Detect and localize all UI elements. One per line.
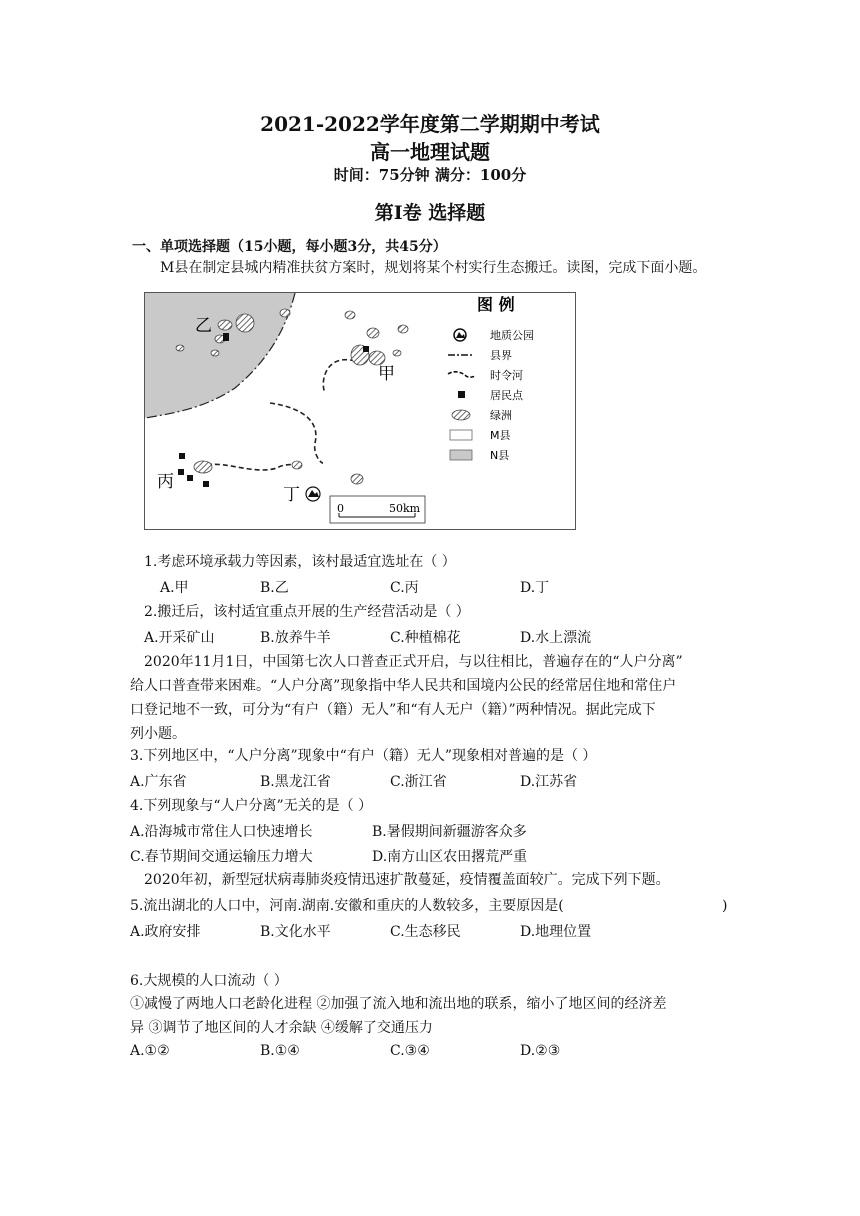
scale-zero: 0 bbox=[337, 502, 344, 515]
q6-option-b: B.①④ bbox=[260, 1043, 300, 1059]
label-bing: 丙 bbox=[157, 472, 174, 492]
legend-label-6: N县 bbox=[490, 449, 510, 462]
legend-label-2: 时令河 bbox=[490, 369, 523, 382]
map-legend bbox=[432, 292, 572, 472]
q5-option-d: D.地理位置 bbox=[520, 924, 592, 940]
q2-option-c: C.种植棉花 bbox=[390, 630, 461, 646]
q3-option-b: B.黑龙江省 bbox=[260, 774, 331, 790]
q6-statements-1: ①减慢了两地人口老龄化进程 ②加强了流入地和流出地的联系，缩小了地区间的经济差 bbox=[130, 996, 667, 1012]
intro-2-line-4: 列小题。 bbox=[130, 726, 186, 742]
q1-option-b: B.乙 bbox=[260, 580, 289, 596]
legend-label-3: 居民点 bbox=[490, 389, 523, 402]
q6-statements-2: 异 ③调节了地区间的人才余缺 ④缓解了交通压力 bbox=[130, 1020, 433, 1036]
q5-close-paren: ) bbox=[722, 898, 728, 914]
q2-stem: 2.搬迁后，该村适宜重点开展的生产经营活动是（ ） bbox=[144, 604, 470, 620]
legend-geopark-icon bbox=[454, 329, 466, 341]
intro-1: M县在制定县城内精准扶贫方案时，规划将某个村实行生态搬迁。读图，完成下面小题。 bbox=[160, 260, 707, 276]
q6-option-a: A.①② bbox=[130, 1043, 170, 1059]
scale-end: 50km bbox=[389, 502, 421, 515]
q6-option-d: D.②③ bbox=[520, 1043, 561, 1059]
q2-option-d: D.水上漂流 bbox=[520, 630, 592, 646]
exam-title: 2021-2022学年度第二学期期中考试 bbox=[260, 112, 600, 136]
legend-title: 图 例 bbox=[477, 295, 515, 314]
section-heading: 一、单项选择题（15小题，每小题3分，共45分） bbox=[132, 239, 447, 255]
q3-stem: 3.下列地区中，“人户分离”现象中“有户（籍）无人”现象相对普遍的是（ ） bbox=[130, 748, 597, 764]
q4-option-d: D.南方山区农田撂荒严重 bbox=[372, 849, 528, 865]
q1-option-d: D.丁 bbox=[520, 580, 550, 596]
q3-option-c: C.浙江省 bbox=[390, 774, 447, 790]
q6-option-c: C.③④ bbox=[390, 1043, 430, 1059]
q4-option-a: A.沿海城市常住人口快速增长 bbox=[130, 824, 313, 840]
q4-option-c: C.春节期间交通运输压力增大 bbox=[130, 849, 313, 865]
q4-stem: 4.下列现象与“人户分离”无关的是（ ） bbox=[130, 798, 373, 814]
intro-3: 2020年初，新型冠状病毒肺炎疫情迅速扩散蔓延，疫情覆盖面较广。完成下列下题。 bbox=[144, 872, 670, 888]
exam-subtitle: 高一地理试题 bbox=[370, 140, 490, 164]
legend-label-0: 地质公园 bbox=[490, 329, 534, 342]
q5-stem: 5.流出湖北的人口中，河南.湖南.安徽和重庆的人数较多，主要原因是( bbox=[130, 898, 564, 914]
legend-label-4: 绿洲 bbox=[490, 409, 512, 422]
q5-option-a: A.政府安排 bbox=[130, 924, 201, 940]
exam-meta: 时间：75分钟 满分：100分 bbox=[333, 166, 527, 184]
intro-2-line-3: 口登记地不一致，可分为“有户（籍）无人”和“有人无户（籍）”两种情况。据此完成下 bbox=[130, 702, 656, 718]
q3-option-a: A.广东省 bbox=[130, 774, 187, 790]
seasonal-river-2 bbox=[270, 403, 323, 463]
q4-option-b: B.暑假期间新疆游客众多 bbox=[372, 824, 527, 840]
seasonal-river-3 bbox=[207, 464, 300, 470]
geopark-icon bbox=[306, 487, 320, 501]
q1-stem: 1.考虑环境承载力等因素，该村最适宜选址在（ ） bbox=[144, 554, 456, 570]
q6-stem: 6.大规模的人口流动（ ） bbox=[130, 973, 288, 989]
q5-option-c: C.生态移民 bbox=[390, 924, 461, 940]
n-county-area bbox=[145, 293, 295, 418]
intro-2-line-2: 给人口普查带来困难。“人户分离”现象指中华人民共和国境内公民的经常居住地和常住户 bbox=[130, 678, 677, 694]
q3-option-d: D.江苏省 bbox=[520, 774, 578, 790]
q1-option-a: A.甲 bbox=[160, 580, 189, 596]
label-yi: 乙 bbox=[195, 316, 212, 336]
intro-2-line-1: 2020年11月1日，中国第七次人口普查正式开启，与以往相比，普遍存在的“人户分离” bbox=[144, 654, 683, 670]
label-jia: 甲 bbox=[378, 364, 395, 384]
q5-option-b: B.文化水平 bbox=[260, 924, 331, 940]
legend-label-5: M县 bbox=[490, 429, 511, 442]
q2-option-b: B.放养牛羊 bbox=[260, 630, 331, 646]
q1-option-c: C.丙 bbox=[390, 580, 419, 596]
legend-label-1: 县界 bbox=[490, 349, 512, 362]
q2-option-a: A.开采矿山 bbox=[144, 630, 215, 646]
label-ding: 丁 bbox=[283, 485, 300, 505]
seasonal-river-1 bbox=[323, 360, 355, 393]
part-title: 第Ⅰ卷 选择题 bbox=[374, 202, 486, 224]
